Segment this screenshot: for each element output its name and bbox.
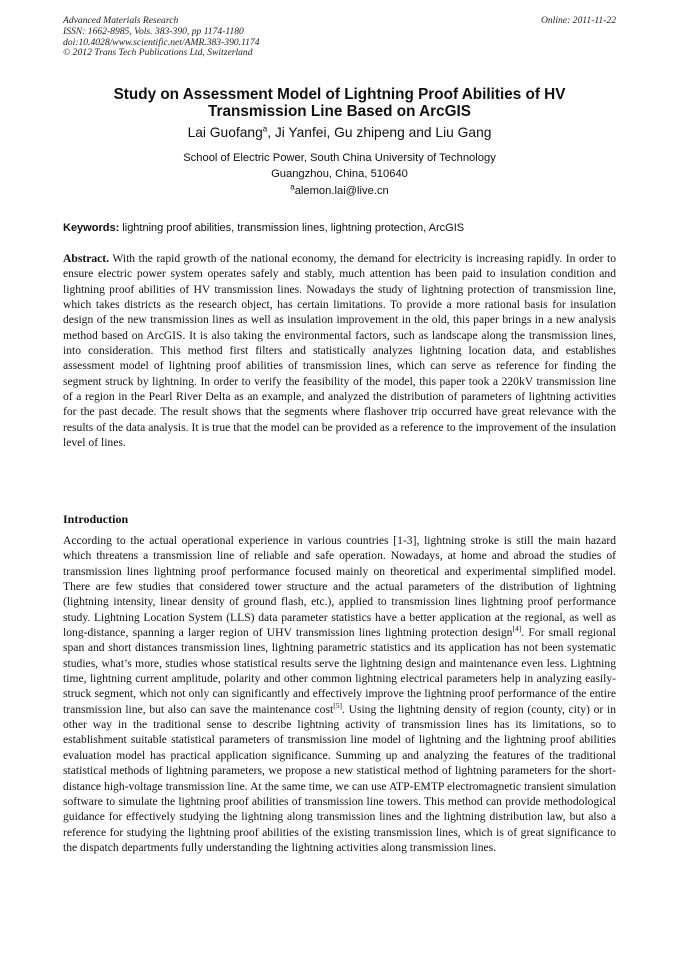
abstract-label: Abstract. xyxy=(63,252,110,265)
introduction-text-2: . For small regional span and short distances transmission lines, lightning parametric statistics and its application has not been systematic studies, what’s more, studies whose statistical results serve the lightning design and maintenance even less. Lightning time, lightning current amplitude, polarity and other common lightning electrical parameters help in analyzing easily-struck segment, which not only can significantly and effectively improve the lightning proof performance of the entire transmission line, but also can save the maintenance cost xyxy=(63,626,616,716)
introduction-text-3: . Using the lightning density of region (county, city) or in other way in the traditional sense to describe lightning activity of transmission lines has its limitations, so to establishment suitable statistical parameters of transmission line model of lightning and the lightning proof abilities evaluation model has practical application significance. Summing up and analyzing the features of the traditional statistical methods of lightning parameters, we propose a new statistical method of lightning parameters for the short-distance high-voltage transmission line. At the same time, we can use ATP-EMTP electromagnetic transient simulation software to simulate the lightning proof abilities of transmission line towers. This method can provide methodological guidance for effectively studying the lightning along transmission lines and the lightning distribution law, but also a reference for studying the lightning proof abilities of the existing transmission lines, which is of great significance to the dispatch departments fully understanding the lightning activities along transmission lines. xyxy=(63,702,616,854)
abstract xyxy=(63,251,616,450)
other-authors: , Ji Yanfei, Gu zhipeng and Liu Gang xyxy=(267,125,492,140)
issn-line: ISSN: 1662-8985, Vols. 383-390, pp 1174-1180 xyxy=(63,25,244,37)
introduction-body xyxy=(63,533,616,855)
introduction-text-1: According to the actual operational experience in various countries [1-3], lightning stroke is still the main hazard which threatens a transmission line of reliable and safe operation. Nowadays, at home and abroad the studies of transmission lines lightning proof performance focused mainly on theoretical and experimental simplified model. There are few studies that considered tower structure and the actual parameters of the distribution of lightning (lightning intensity, linear density of ground flash, etc.), applied to transmission lines lightning proof performance study. Lightning Location System (LLS) data parameter statistics have a better application at the regional, as well as long-distance, spanning a larger region of UHV transmission lines lightning protection design xyxy=(63,534,616,640)
keywords-text: lightning proof abilities, transmission lines, lightning protection, ArcGIS xyxy=(119,222,465,234)
author-email xyxy=(63,184,616,198)
citation-5: [5] xyxy=(333,700,342,710)
author-list xyxy=(63,125,616,141)
email-superscript: a xyxy=(290,182,295,192)
abstract-text: With the rapid growth of the national economy, the demand for electricity is increasing rapidly. In order to ensure electric power system operates safely and stably, much attention has been paid to insulation condition and lightning proof abilities of HV transmission lines. Nowadays the study of lightning protection of transmission line, which takes districts as the research object, has certain limitations. To provide a more rational basis for insulation design of the new transmission lines as well as insulation improvement in the old, this paper brings in a new analysis method based on ArcGIS. It is also taking the environmental factors, such as landscape along the transmission lines, into consideration. This method first filters and statistically analyzes lightning location data, and establishes assessment model of lightning proof abilities of transmission lines, which can serve as reference for finding the segment struck by lightning. In order to verify the feasibility of the model, this paper took a 220kV transmission line of a region in the Pearl River Delta as an example, and analyzed the distribution of parameters of lightning activities for the past decade. The result shows that the segments where flashover trip occurred have great relevance with the results of the data analysis. It is true that the model can be provided as a reference to the improvement of the insulation level of lines. xyxy=(63,252,616,450)
keywords xyxy=(63,221,616,235)
paper-title: Study on Assessment Model of Lightning Proof Abilities of HV Transmission Line Based on ArcGIS xyxy=(113,86,566,120)
introduction-heading: Introduction xyxy=(63,512,129,526)
affiliation xyxy=(63,151,616,182)
citation-4: [4] xyxy=(512,624,522,634)
copyright-line: © 2012 Trans Tech Publications Ltd, Switzerland xyxy=(63,47,253,59)
affiliation-line-2: Guangzhou, China, 510640 xyxy=(271,167,408,180)
doi-line: doi:10.4028/www.scientific.net/AMR.383-390.1174 xyxy=(63,36,260,48)
first-author-superscript: a xyxy=(262,124,268,134)
online-date: Online: 2011-11-22 xyxy=(540,15,616,26)
first-author: Lai Guofang xyxy=(187,125,263,140)
keywords-label: Keywords: xyxy=(63,222,120,234)
email-address: alemon.lai@live.cn xyxy=(294,185,389,197)
journal-header xyxy=(63,16,616,59)
journal-name: Advanced Materials Research xyxy=(63,15,179,26)
affiliation-line-1: School of Electric Power, South China University of Technology xyxy=(183,152,496,164)
